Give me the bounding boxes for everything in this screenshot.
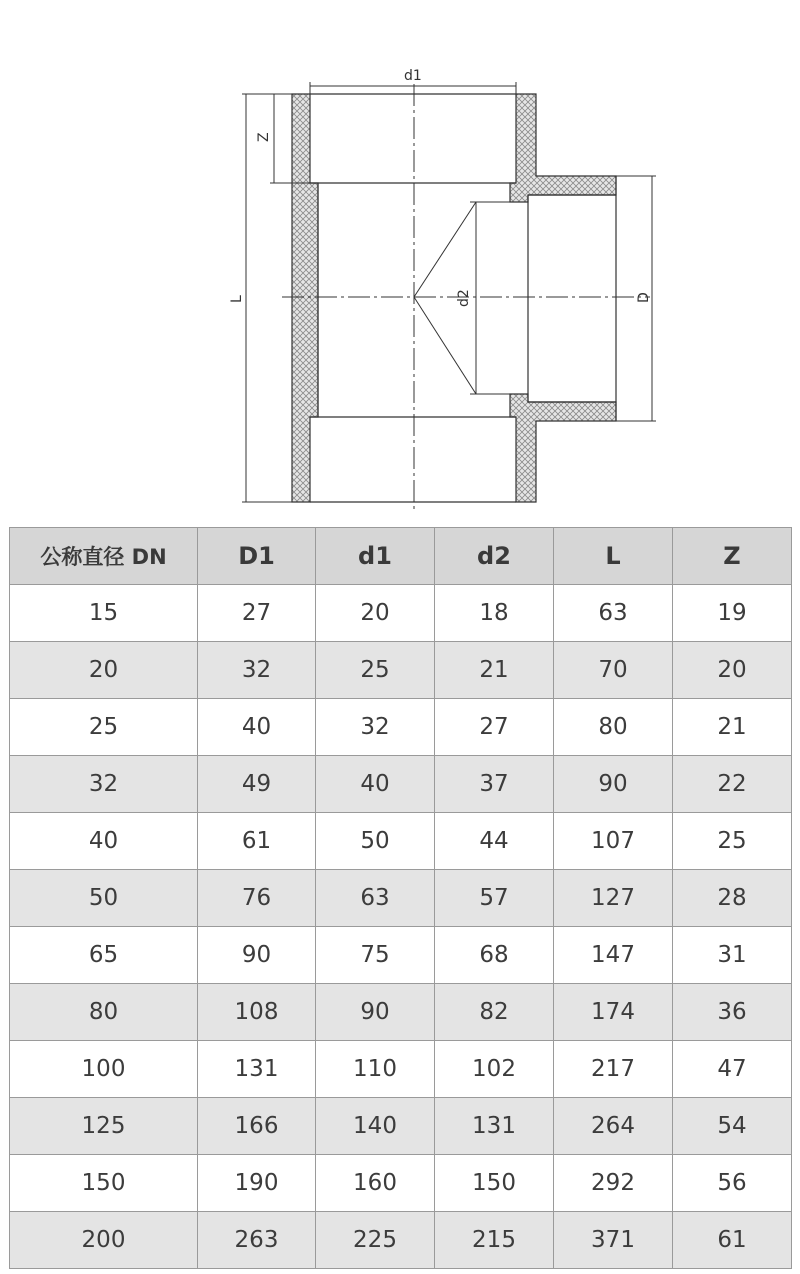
table-cell: 225 bbox=[316, 1212, 435, 1269]
table-cell: 70 bbox=[554, 642, 673, 699]
table-cell: 90 bbox=[198, 927, 316, 984]
table-cell: 40 bbox=[10, 813, 198, 870]
table-row bbox=[10, 984, 792, 1041]
table-cell: 76 bbox=[198, 870, 316, 927]
table-row bbox=[10, 870, 792, 927]
table-cell: 215 bbox=[435, 1212, 554, 1269]
right-wall-hatch-top bbox=[510, 94, 616, 202]
table-cell: 75 bbox=[316, 927, 435, 984]
label-d1: d1 bbox=[404, 68, 422, 84]
header-dn: 公称直径 DN bbox=[10, 528, 198, 585]
table-cell: 27 bbox=[435, 699, 554, 756]
table-row bbox=[10, 1212, 792, 1269]
table-cell: 15 bbox=[10, 585, 198, 642]
table-row bbox=[10, 1155, 792, 1212]
left-wall-hatch bbox=[292, 94, 318, 502]
table-cell: 25 bbox=[10, 699, 198, 756]
table-cell: 19 bbox=[673, 585, 792, 642]
table-cell: 25 bbox=[316, 642, 435, 699]
table-cell: 125 bbox=[10, 1098, 198, 1155]
table-cell: 44 bbox=[435, 813, 554, 870]
table-cell: 21 bbox=[435, 642, 554, 699]
table-cell: 371 bbox=[554, 1212, 673, 1269]
table-cell: 150 bbox=[435, 1155, 554, 1212]
table-cell: 292 bbox=[554, 1155, 673, 1212]
label-d2: d2 bbox=[456, 289, 472, 307]
branch-socket-lines bbox=[528, 176, 616, 421]
table-cell: 61 bbox=[198, 813, 316, 870]
table-cell: 32 bbox=[316, 699, 435, 756]
table-cell: 28 bbox=[673, 870, 792, 927]
table-cell: 140 bbox=[316, 1098, 435, 1155]
table-row bbox=[10, 813, 792, 870]
table-cell: 102 bbox=[435, 1041, 554, 1098]
table-cell: 166 bbox=[198, 1098, 316, 1155]
header-D1: D1 bbox=[198, 528, 316, 585]
table-row bbox=[10, 1098, 792, 1155]
table-cell: 56 bbox=[673, 1155, 792, 1212]
table-cell: 190 bbox=[198, 1155, 316, 1212]
label-D: D bbox=[636, 292, 652, 303]
label-Z: Z bbox=[256, 132, 272, 142]
table-cell: 131 bbox=[435, 1098, 554, 1155]
run-socket-lines bbox=[310, 94, 516, 502]
table-cell: 20 bbox=[673, 642, 792, 699]
table-cell: 32 bbox=[198, 642, 316, 699]
table-row bbox=[10, 699, 792, 756]
table-cell: 110 bbox=[316, 1041, 435, 1098]
table-cell: 147 bbox=[554, 927, 673, 984]
table-cell: 50 bbox=[316, 813, 435, 870]
table-cell: 174 bbox=[554, 984, 673, 1041]
table-cell: 90 bbox=[554, 756, 673, 813]
table-cell: 20 bbox=[10, 642, 198, 699]
header-L: L bbox=[554, 528, 673, 585]
dimension-L bbox=[242, 94, 292, 502]
table-cell: 25 bbox=[673, 813, 792, 870]
spec-table bbox=[9, 527, 792, 1269]
table-body bbox=[10, 585, 792, 1269]
label-L: L bbox=[229, 295, 245, 303]
table-cell: 264 bbox=[554, 1098, 673, 1155]
header-d1: d1 bbox=[316, 528, 435, 585]
table-cell: 57 bbox=[435, 870, 554, 927]
header-d2: d2 bbox=[435, 528, 554, 585]
tee-fitting-drawing bbox=[0, 0, 800, 515]
table-cell: 63 bbox=[554, 585, 673, 642]
table-cell: 31 bbox=[673, 927, 792, 984]
table-cell: 107 bbox=[554, 813, 673, 870]
table-cell: 18 bbox=[435, 585, 554, 642]
table-cell: 82 bbox=[435, 984, 554, 1041]
table-cell: 63 bbox=[316, 870, 435, 927]
table-cell: 68 bbox=[435, 927, 554, 984]
table-cell: 20 bbox=[316, 585, 435, 642]
table-cell: 80 bbox=[10, 984, 198, 1041]
table-cell: 127 bbox=[554, 870, 673, 927]
table-cell: 47 bbox=[673, 1041, 792, 1098]
table-cell: 160 bbox=[316, 1155, 435, 1212]
table-cell: 90 bbox=[316, 984, 435, 1041]
dimension-d2 bbox=[470, 202, 528, 394]
table-cell: 131 bbox=[198, 1041, 316, 1098]
table-cell: 108 bbox=[198, 984, 316, 1041]
table-cell: 36 bbox=[673, 984, 792, 1041]
table-cell: 200 bbox=[10, 1212, 198, 1269]
table-cell: 263 bbox=[198, 1212, 316, 1269]
table-row bbox=[10, 642, 792, 699]
table-row bbox=[10, 927, 792, 984]
right-wall-hatch-bottom bbox=[510, 394, 616, 502]
table-cell: 65 bbox=[10, 927, 198, 984]
table-cell: 54 bbox=[673, 1098, 792, 1155]
table-row bbox=[10, 1041, 792, 1098]
table-cell: 40 bbox=[316, 756, 435, 813]
table-cell: 22 bbox=[673, 756, 792, 813]
table-cell: 49 bbox=[198, 756, 316, 813]
table-cell: 40 bbox=[198, 699, 316, 756]
table-cell: 50 bbox=[10, 870, 198, 927]
table-cell: 217 bbox=[554, 1041, 673, 1098]
table-header-row bbox=[10, 528, 792, 585]
table-cell: 37 bbox=[435, 756, 554, 813]
table-cell: 27 bbox=[198, 585, 316, 642]
header-Z: Z bbox=[673, 528, 792, 585]
table-cell: 61 bbox=[673, 1212, 792, 1269]
table-cell: 21 bbox=[673, 699, 792, 756]
table-cell: 150 bbox=[10, 1155, 198, 1212]
table-cell: 32 bbox=[10, 756, 198, 813]
table-row bbox=[10, 756, 792, 813]
table-cell: 100 bbox=[10, 1041, 198, 1098]
table-row bbox=[10, 585, 792, 642]
table-cell: 80 bbox=[554, 699, 673, 756]
